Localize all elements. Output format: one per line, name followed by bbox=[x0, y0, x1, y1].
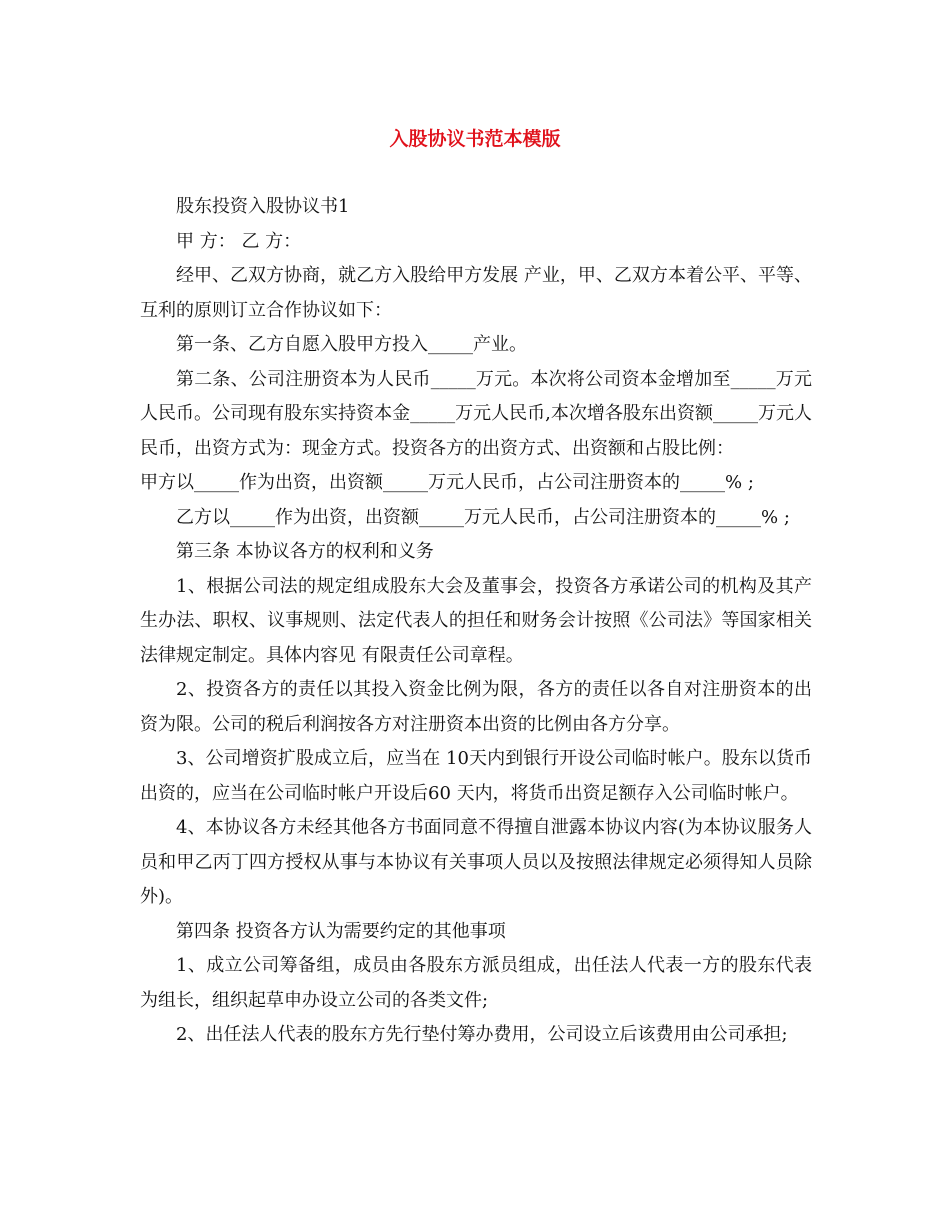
paragraph: 第二条、公司注册资本为人民币_____万元。本次将公司资本金增加至_____万元人民币。公司现有股东实持资本金_____万元人民币,本次增各股东出资额_____万元人民币，出资方式为：现金方式。投资各方的出资方式、出资额和占股比例： bbox=[140, 368, 812, 459]
paragraph: 2、投资各方的责任以其投入资金比例为限，各方的责任以各自对注册资本的出资为限。公司的税后利润按各方对注册资本出资的比例由各方分享。 bbox=[140, 679, 812, 735]
paragraph: 2、出任法人代表的股东方先行垫付筹办费用，公司设立后该费用由公司承担; bbox=[176, 1024, 788, 1045]
paragraph: 第三条 本协议各方的权利和义务 bbox=[176, 541, 434, 562]
paragraph: 4、本协议各方未经其他各方书面同意不得擅自泄露本协议内容(为本协议服务人员和甲乙丙丁四方授权从事与本协议有关事项人员以及按照法律规定必须得知人员除外)。 bbox=[140, 817, 812, 907]
paragraph: 1、成立公司筹备组，成员由各股东方派员组成，出任法人代表一方的股东代表为组长，组织起草申办设立公司的各类文件; bbox=[140, 955, 812, 1011]
paragraph: 甲 方： 乙 方： bbox=[176, 230, 302, 252]
paragraph: 第四条 投资各方认为需要约定的其他事项 bbox=[176, 920, 506, 942]
paragraph: 股东投资入股协议书1 bbox=[176, 196, 350, 217]
paragraph: 乙方以_____作为出资，出资额_____万元人民币，占公司注册资本的_____% ; bbox=[176, 506, 790, 528]
paragraph: 经甲、乙双方协商，就乙方入股给甲方发展 产业，甲、乙双方本着公平、平等、互利的原则订立合作协议如下： bbox=[140, 265, 812, 321]
paragraph: 1、根据公司法的规定组成股东大会及董事会，投资各方承诺公司的机构及其产生办法、职权、议事规则、法定代表人的担任和财务会计按照《公司法》等国家相关法律规定制定。具体内容见 有限责任公司章程。 bbox=[140, 575, 812, 666]
paragraph: 甲方以_____作为出资，出资额_____万元人民币，占公司注册资本的_____% ; bbox=[140, 472, 754, 493]
document-body bbox=[140, 190, 812, 1053]
paragraph: 第一条、乙方自愿入股甲方投入_____产业。 bbox=[176, 334, 527, 355]
paragraph: 3、公司增资扩股成立后，应当在 10天内到银行开设公司临时帐户。股东以货币出资的，应当在公司临时帐户开设后60 天内，将货币出资足额存入公司临时帐户。 bbox=[140, 748, 812, 804]
document-title: 入股协议书范本模版 bbox=[389, 128, 561, 150]
